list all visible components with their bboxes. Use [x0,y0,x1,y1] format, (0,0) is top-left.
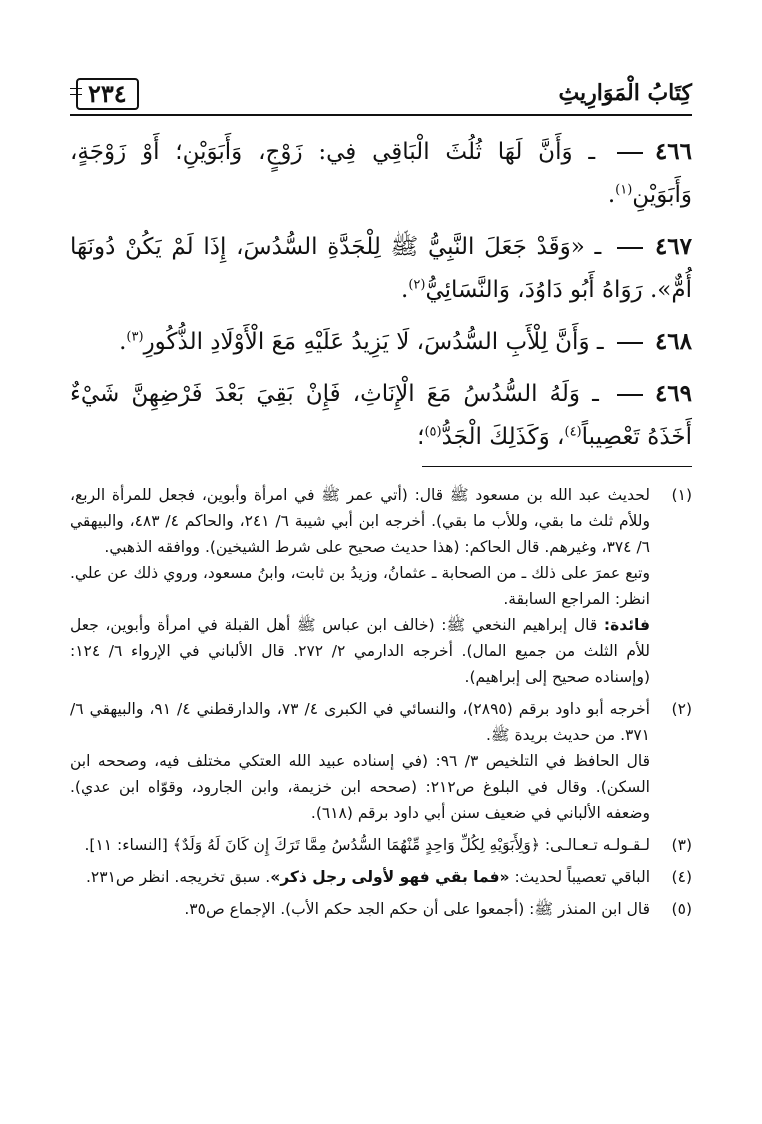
footnote-ref: (١) [615,182,633,198]
page-header [70,78,692,116]
entry-467: ٤٦٧ ـ «وَقَدْ جَعَلَ النَّبِيُّ ﷺ لِلْجَدَّةِ السُّدُسَ، إِذَا لَمْ يَكُنْ دُونَهَا أُمٌّ». رَوَاهُ أَبُو دَاوُدَ، وَالنَّسَائِيُّ$^{(٢)}$. [70,225,692,312]
footnote-number: (١) [671,486,692,504]
footnote-paragraph: لحديث عبد الله بن مسعود ﷺ قال: (أتي عمر ﷺ في امرأة وأبوين، فجعل للمرأة الربع، وللأم ثلث ما بقي، وللأب ما بقي). أخرجه ابن أبي شيبة ٦/ ٢٤١، والحاكم ٤/ ٤٨٣، والبيهقي ٦/ ٣٧٤، وغيرهم. قال الحاكم: (هذا حديث صحيح على شرط الشيخين). ووافقه الذهبي. [70,486,650,556]
footnote-4 [70,864,692,890]
note-label: فائدة: [603,616,650,634]
footnote-ref: (٤) [564,424,582,440]
footnotes [70,482,692,928]
footnote-3 [70,832,692,858]
footnote-5 [70,896,692,922]
footnote-ref: (٣) [126,329,144,345]
footnote-2 [70,696,692,826]
footnote-number: (٣) [671,836,692,854]
header-ornament-line [70,88,82,89]
footnote-paragraph: قال الحافظ في التلخيص ٣/ ٩٦: (في إسناده عبيد الله العتكي مختلف فيه، وصححه ابن السكن). وقال في البلوغ ص٢١٢: (صححه ابن خزيمة، وابن الجارود، وقوّاه ابن عدي). وضعفه الألباني في ضعيف سنن أبي داود برقم (٦١٨). [70,752,650,822]
footnote-ref: (٢) [408,277,426,293]
entry-marker: ٤٦٧ [617,225,692,268]
footnote-separator [422,466,692,467]
footnote-note: فائدة: قال إبراهيم النخعي ﷺ: (خالف ابن عباس ﷺ أهل القبلة في امرأة وأبوين، جعل للأم الثلث من جميع المال). أخرجه الدارمي ٢/ ٢٧٢. قال الألباني في الإرواء ٦/ ١٢٤: (وإسناده صحيح إلى إبراهيم). [70,616,650,686]
footnote-1 [70,482,692,690]
footnote-paragraph: لـقـولـه تـعـالـى: ﴿وَلِأَبَوَيْهِ لِكُلِّ وَاحِدٍ مِّنْهُمَا السُّدُسُ مِمَّا تَرَكَ إِن كَانَ لَهُ وَلَدٌ﴾ [النساء: ١١]. [84,836,650,854]
entry-466: ٤٦٦ ـ وَأَنَّ لَهَا ثُلُثَ الْبَاقِي فِي: زَوْجٍ، وَأَبَوَيْنِ؛ أَوْ زَوْجَةٍ، وَأَبَوَيْنِ$^{(١)}$. [70,130,692,217]
footnote-number: (٢) [671,700,692,718]
entry-marker: ٤٦٨ [617,320,692,363]
footnote-ref: (٥) [424,424,442,440]
main-text [70,130,692,467]
footnote-paragraph: الباقي تعصيباً لحديث: «فما بقي فهو لأولى رجل ذكر». سبق تخريجه. انظر ص٢٣١. [85,868,650,886]
footnote-number: (٥) [671,900,692,918]
header-rule [70,114,692,116]
page-number: ٢٣٤ [76,78,139,110]
footnote-paragraph: أخرجه أبو داود برقم (٢٨٩٥)، والنسائي في الكبرى ٤/ ٧٣، والدارقطني ٤/ ٩١، والبيهقي ٦/ ٣٧١. من حديث بريدة ﷺ. [70,700,650,744]
footnote-paragraph: قال ابن المنذر ﷺ: (أجمعوا على أن حكم الجد حكم الأب). الإجماع ص٣٥. [184,900,650,918]
entry-marker: ٤٦٩ [617,372,692,415]
entry-text: ـ وَأَنَّ لِلْأَبِ السُّدُسَ، لَا يَزِيدُ عَلَيْهِ مَعَ الْأَوْلَادِ الذُّكُورِ [143,329,604,355]
entry-468: ٤٦٨ ـ وَأَنَّ لِلْأَبِ السُّدُسَ، لَا يَزِيدُ عَلَيْهِ مَعَ الْأَوْلَادِ الذُّكُورِ$^{(٣)}$. [70,320,692,364]
header-ornament-line [70,94,82,95]
hadith-quote: «فما بقي فهو لأولى رجل ذكر» [270,868,510,886]
entry-text: ـ وَلَهُ السُّدُسُ مَعَ الْإِنَاثِ، فَإِنْ بَقِيَ بَعْدَ فَرْضِهِنَّ شَيْءٌ أَخَذَهُ تَعْصِيباً [70,381,692,450]
footnote-number: (٤) [671,868,692,886]
book-title: كِتَابُ الْمَوَارِيثِ [558,80,692,106]
entry-marker: ٤٦٦ [617,130,692,173]
entry-text: ـ وَأَنَّ لَهَا ثُلُثَ الْبَاقِي فِي: زَوْجٍ، وَأَبَوَيْنِ؛ أَوْ زَوْجَةٍ، وَأَبَوَيْنِ [70,139,692,208]
entry-text: ـ «وَقَدْ جَعَلَ النَّبِيُّ ﷺ لِلْجَدَّةِ السُّدُسَ، إِذَا لَمْ يَكُنْ دُونَهَا أُمٌّ». رَوَاهُ أَبُو دَاوُدَ، وَالنَّسَائِيُّ [70,234,692,303]
footnote-paragraph: وتبع عمرَ على ذلك ـ من الصحابة ـ عثمانُ، وزيدُ بن ثابت، وابنُ مسعود، وروي ذلك عن علي. انظر: المراجع السابقة. [70,564,650,608]
entry-469: ٤٦٩ ـ وَلَهُ السُّدُسُ مَعَ الْإِنَاثِ، فَإِنْ بَقِيَ بَعْدَ فَرْضِهِنَّ شَيْءٌ أَخَذَهُ تَعْصِيباً$^{(٤)}$، وَكَذَلِكَ الْجَدُّ$^{(٥)}$؛ [70,372,692,459]
